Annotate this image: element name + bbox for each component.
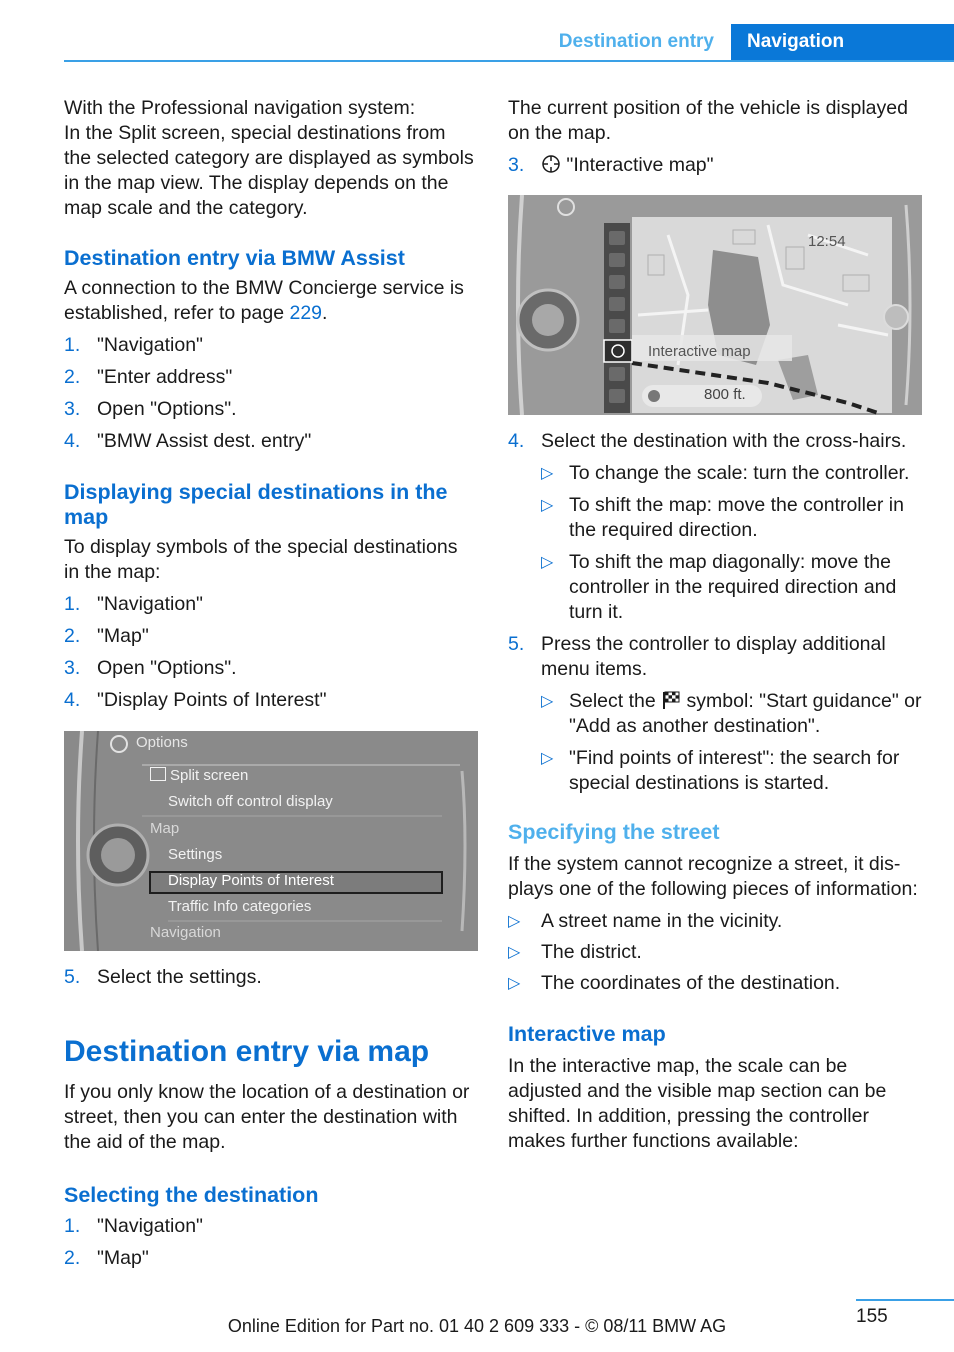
menu-item-label: Split screen bbox=[170, 767, 249, 784]
step-number: 1. bbox=[64, 593, 81, 615]
step-text: Select the destination with the cross-hairs. bbox=[541, 430, 907, 452]
list-item bbox=[64, 1246, 478, 1271]
bullet-text: A street name in the vicinity. bbox=[541, 910, 783, 932]
list-item bbox=[64, 333, 478, 358]
list-item bbox=[64, 688, 478, 713]
step-number: 3. bbox=[64, 657, 81, 679]
assist-heading: Destination entry via BMW Assist bbox=[64, 246, 405, 270]
map-screen-graphic bbox=[508, 195, 922, 415]
step-number: 5. bbox=[64, 966, 81, 988]
list-item bbox=[64, 1214, 478, 1239]
special-heading: Displaying special destinations in the map bbox=[64, 480, 448, 529]
right-steps-4-5 bbox=[508, 429, 922, 796]
bullet-text: The district. bbox=[541, 941, 642, 963]
footer-edition: Online Edition for Part no. 01 40 2 609 333 - © 08/11 BMW AG bbox=[227, 1316, 727, 1336]
intro-line-1: With the Professional navigation system: bbox=[64, 97, 416, 119]
step-number: 1. bbox=[64, 334, 81, 356]
list-item bbox=[508, 429, 922, 454]
list-item bbox=[508, 632, 922, 682]
bullet-text: "Find points of interest": the search for special destinations is started. bbox=[569, 747, 900, 794]
specifying-street-section bbox=[508, 820, 922, 996]
step-text: Select the settings. bbox=[97, 966, 262, 988]
assist-text bbox=[64, 276, 478, 326]
intro-paragraph: In the Split screen, special destinations from the selected category are displayed as symbols in the map view. The display depends on the map scale and the category. bbox=[64, 122, 474, 219]
map-mode-label: Interactive map bbox=[648, 343, 751, 360]
menu-item-switch-off-display[interactable]: Switch off control display bbox=[168, 793, 333, 810]
bullet-text: To change the scale: turn the controller. bbox=[569, 462, 910, 484]
step-text: "BMW Assist dest. entry" bbox=[97, 430, 312, 452]
bullet-triangle-icon: ▷ bbox=[541, 554, 554, 571]
special-steps bbox=[64, 592, 478, 713]
list-item bbox=[64, 592, 478, 617]
left-column-intro bbox=[64, 96, 478, 221]
step-number: 3. bbox=[64, 398, 81, 420]
destination-via-map-text: If you only know the location of a destination or street, then you can enter the destination with the aid of the map. bbox=[64, 1081, 470, 1153]
assist-text-before: A connection to the BMW Concierge service is established, refer to page bbox=[64, 277, 464, 324]
street-heading: Specifying the street bbox=[508, 820, 720, 844]
step-text: "Navigation" bbox=[97, 1215, 203, 1237]
assist-text-after: . bbox=[322, 302, 328, 324]
interactive-map-screenshot bbox=[508, 195, 922, 415]
bullet-text: The coordinates of the destination. bbox=[541, 972, 841, 994]
step-text: "Map" bbox=[97, 625, 149, 647]
bullet-triangle-icon: ▷ bbox=[541, 465, 554, 482]
step-text: Open "Options". bbox=[97, 657, 237, 679]
selecting-destination-section bbox=[64, 1183, 478, 1271]
options-menu-screenshot bbox=[64, 731, 478, 951]
map-clock: 12:54 bbox=[808, 233, 846, 250]
list-item bbox=[64, 365, 478, 390]
header-section-label: Destination entry bbox=[558, 31, 714, 52]
right-column-intro bbox=[508, 96, 922, 178]
bullet-text: To shift the map: move the controller in the required direction. bbox=[569, 494, 904, 541]
step-text: "Enter address" bbox=[97, 366, 233, 388]
page-number-rule bbox=[856, 1299, 954, 1301]
bullet-item bbox=[508, 940, 922, 965]
step-text: Press the controller to display additional menu items. bbox=[541, 633, 886, 680]
checkered-flag-icon bbox=[661, 690, 681, 710]
menu-item-split-screen[interactable] bbox=[150, 767, 248, 784]
step-number: 4. bbox=[64, 430, 81, 452]
bullet-item bbox=[541, 493, 922, 543]
special-text: To display symbols of the special destinations in the map: bbox=[64, 536, 458, 583]
step-text: "Map" bbox=[97, 1247, 149, 1269]
menu-item-traffic-info[interactable]: Traffic Info categories bbox=[168, 898, 312, 915]
checkbox-icon bbox=[150, 767, 166, 781]
bullet-text-before: Select the bbox=[569, 690, 662, 712]
special-destinations-section bbox=[64, 480, 478, 713]
step-text: Open "Options". bbox=[97, 398, 237, 420]
bullet-triangle-icon: ▷ bbox=[541, 750, 554, 767]
bullet-item bbox=[508, 971, 922, 996]
vehicle-position-text: The current position of the vehicle is displayed on the map. bbox=[508, 97, 908, 144]
special-step5 bbox=[64, 965, 478, 990]
header-chapter-tab: Navigation bbox=[731, 24, 954, 61]
bullet-text: To shift the map diagonally: move the controller in the required direction and turn it. bbox=[569, 551, 897, 623]
page-number: 155 bbox=[856, 1306, 888, 1327]
destination-via-map-section bbox=[64, 1034, 478, 1155]
header-rule bbox=[64, 60, 954, 62]
bullet-triangle-icon: ▷ bbox=[508, 944, 521, 961]
step-number: 2. bbox=[64, 366, 81, 388]
selecting-steps bbox=[64, 1214, 478, 1271]
menu-group-navigation: Navigation bbox=[150, 924, 221, 941]
step-text: "Interactive map" bbox=[566, 154, 714, 176]
step-number: 3. bbox=[508, 154, 525, 176]
bullet-item bbox=[541, 746, 922, 796]
list-item bbox=[64, 397, 478, 422]
bullet-text bbox=[569, 689, 922, 739]
assist-steps bbox=[64, 333, 478, 454]
bullet-item bbox=[541, 461, 922, 486]
step-number: 4. bbox=[64, 689, 81, 711]
step5-bullets bbox=[541, 689, 922, 796]
bullet-item bbox=[541, 689, 922, 739]
interactive-heading: Interactive map bbox=[508, 1022, 666, 1046]
bullet-item bbox=[508, 909, 922, 934]
list-item bbox=[64, 965, 478, 990]
step-number: 5. bbox=[508, 633, 525, 655]
street-text: If the system cannot recognize a street, it displays one of the following pieces of information: bbox=[508, 853, 918, 900]
interactive-map-section bbox=[508, 1022, 922, 1154]
options-title: Options bbox=[136, 734, 188, 751]
list-item bbox=[64, 656, 478, 681]
step4-bullets bbox=[541, 461, 922, 625]
step-number: 4. bbox=[508, 430, 525, 452]
step-number: 2. bbox=[64, 1247, 81, 1269]
assist-section bbox=[64, 246, 478, 454]
map-scale-label: 800 ft. bbox=[704, 386, 746, 403]
step-number: 2. bbox=[64, 625, 81, 647]
step-number: 1. bbox=[64, 1215, 81, 1237]
menu-item-settings[interactable]: Settings bbox=[168, 846, 223, 863]
interactive-text: In the interactive map, the scale can be adjusted and the visible map section can be shifted. In addition, pressing the controller makes further functions available: bbox=[508, 1055, 887, 1152]
menu-item-display-poi[interactable]: Display Points of Interest bbox=[168, 872, 334, 889]
bullet-triangle-icon: ▷ bbox=[508, 913, 521, 930]
bullet-text-after: symbol: "Start guidance" or "Add as another destination". bbox=[569, 690, 922, 737]
step-text: "Display Points of Interest" bbox=[97, 689, 327, 711]
bullet-triangle-icon: ▷ bbox=[541, 693, 554, 710]
menu-group-map: Map bbox=[150, 820, 180, 837]
list-item bbox=[64, 429, 478, 454]
crosshair-icon bbox=[541, 154, 561, 174]
chapter-heading: Destination entry via map bbox=[64, 1035, 430, 1068]
bullet-triangle-icon: ▷ bbox=[508, 975, 521, 992]
street-bullets bbox=[508, 909, 922, 996]
selecting-heading: Selecting the destination bbox=[64, 1183, 319, 1207]
list-item bbox=[508, 153, 922, 178]
page-link-229[interactable]: 229 bbox=[289, 302, 323, 324]
bullet-triangle-icon: ▷ bbox=[541, 497, 554, 514]
bullet-item bbox=[541, 550, 922, 625]
step-text: "Navigation" bbox=[97, 593, 203, 615]
options-screen-graphic bbox=[64, 731, 478, 951]
step-text: "Navigation" bbox=[97, 334, 203, 356]
list-item bbox=[64, 624, 478, 649]
